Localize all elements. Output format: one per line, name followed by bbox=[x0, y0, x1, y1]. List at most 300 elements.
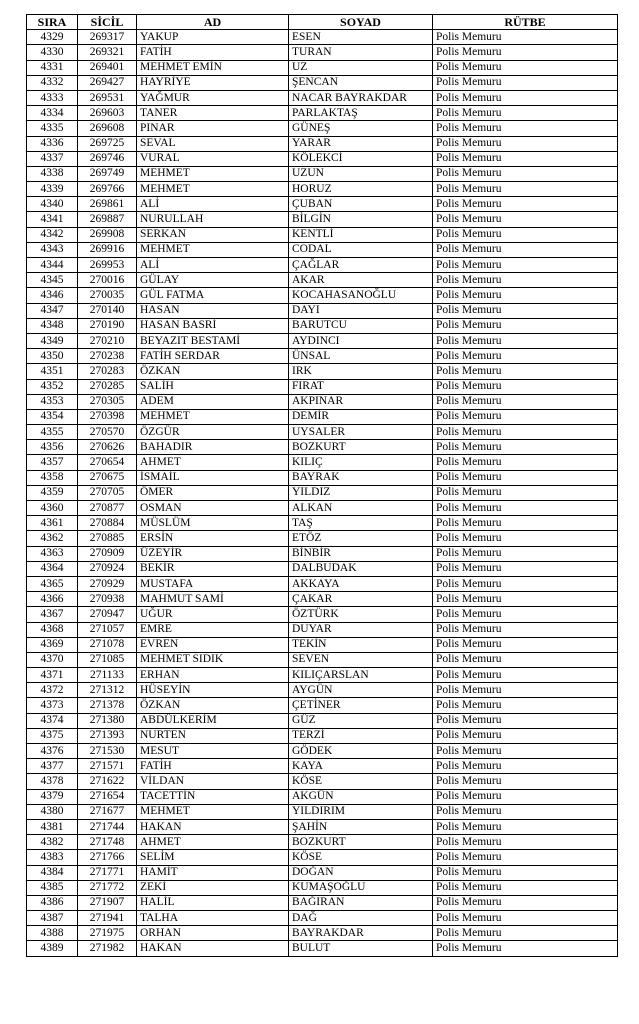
cell-sicil: 271766 bbox=[78, 850, 137, 865]
table-row bbox=[27, 318, 618, 333]
cell-sicil: 270305 bbox=[78, 394, 137, 409]
cell-sicil: 269766 bbox=[78, 182, 137, 197]
cell-ad: MEHMET bbox=[137, 242, 289, 257]
cell-soyad: KÖSE bbox=[289, 774, 433, 789]
table-row bbox=[27, 182, 618, 197]
cell-sira: 4375 bbox=[27, 728, 78, 743]
cell-ad: HAKAN bbox=[137, 819, 289, 834]
cell-ad: YAKUP bbox=[137, 30, 289, 45]
cell-rutbe: Polis Memuru bbox=[433, 30, 618, 45]
cell-ad: MAHMUT SAMİ bbox=[137, 592, 289, 607]
cell-sicil: 269603 bbox=[78, 106, 137, 121]
cell-sicil: 270909 bbox=[78, 546, 137, 561]
cell-sira: 4381 bbox=[27, 819, 78, 834]
cell-soyad: TEKİN bbox=[289, 637, 433, 652]
table-row bbox=[27, 713, 618, 728]
cell-ad: EMRE bbox=[137, 622, 289, 637]
table-body bbox=[27, 30, 618, 956]
cell-ad: HALİL bbox=[137, 895, 289, 910]
cell-soyad: YARAR bbox=[289, 136, 433, 151]
cell-soyad: KILIÇ bbox=[289, 455, 433, 470]
header-rutbe: RÜTBE bbox=[433, 15, 618, 30]
cell-sira: 4354 bbox=[27, 409, 78, 424]
cell-sira: 4337 bbox=[27, 151, 78, 166]
cell-rutbe: Polis Memuru bbox=[433, 151, 618, 166]
table-row bbox=[27, 622, 618, 637]
table-row bbox=[27, 835, 618, 850]
cell-sicil: 270210 bbox=[78, 333, 137, 348]
cell-sira: 4357 bbox=[27, 455, 78, 470]
cell-sicil: 270016 bbox=[78, 273, 137, 288]
cell-sicil: 269887 bbox=[78, 212, 137, 227]
cell-sira: 4351 bbox=[27, 364, 78, 379]
cell-rutbe: Polis Memuru bbox=[433, 440, 618, 455]
cell-sira: 4378 bbox=[27, 774, 78, 789]
cell-sicil: 271312 bbox=[78, 683, 137, 698]
cell-sira: 4341 bbox=[27, 212, 78, 227]
cell-soyad: KILIÇARSLAN bbox=[289, 668, 433, 683]
cell-sicil: 271393 bbox=[78, 728, 137, 743]
header-sira: SIRA bbox=[27, 15, 78, 30]
cell-rutbe: Polis Memuru bbox=[433, 364, 618, 379]
cell-rutbe: Polis Memuru bbox=[433, 546, 618, 561]
table-row bbox=[27, 333, 618, 348]
cell-ad: SEVAL bbox=[137, 136, 289, 151]
table-row bbox=[27, 728, 618, 743]
cell-sira: 4387 bbox=[27, 911, 78, 926]
cell-ad: ÖZKAN bbox=[137, 364, 289, 379]
cell-ad: FATİH SERDAR bbox=[137, 349, 289, 364]
cell-soyad: AKGÜN bbox=[289, 789, 433, 804]
cell-sira: 4376 bbox=[27, 744, 78, 759]
cell-rutbe: Polis Memuru bbox=[433, 166, 618, 181]
cell-sira: 4350 bbox=[27, 349, 78, 364]
header-sicil: SİCİL bbox=[78, 15, 137, 30]
cell-sira: 4333 bbox=[27, 90, 78, 105]
cell-soyad: ŞENCAN bbox=[289, 75, 433, 90]
cell-soyad: DAYI bbox=[289, 303, 433, 318]
cell-sira: 4359 bbox=[27, 485, 78, 500]
table-row bbox=[27, 197, 618, 212]
cell-soyad: BULUT bbox=[289, 941, 433, 956]
cell-sicil: 271677 bbox=[78, 804, 137, 819]
cell-soyad: BAYRAKDAR bbox=[289, 926, 433, 941]
cell-ad: HASAN BASRİ bbox=[137, 318, 289, 333]
cell-sira: 4363 bbox=[27, 546, 78, 561]
cell-sicil: 271654 bbox=[78, 789, 137, 804]
cell-rutbe: Polis Memuru bbox=[433, 273, 618, 288]
cell-soyad: NACAR BAYRAKDAR bbox=[289, 90, 433, 105]
cell-ad: OSMAN bbox=[137, 501, 289, 516]
cell-sira: 4329 bbox=[27, 30, 78, 45]
table-row bbox=[27, 409, 618, 424]
cell-rutbe: Polis Memuru bbox=[433, 835, 618, 850]
cell-rutbe: Polis Memuru bbox=[433, 45, 618, 60]
cell-sicil: 271133 bbox=[78, 668, 137, 683]
cell-sira: 4386 bbox=[27, 895, 78, 910]
cell-sicil: 271907 bbox=[78, 895, 137, 910]
table-row bbox=[27, 531, 618, 546]
cell-rutbe: Polis Memuru bbox=[433, 470, 618, 485]
cell-sicil: 271748 bbox=[78, 835, 137, 850]
cell-rutbe: Polis Memuru bbox=[433, 713, 618, 728]
cell-sira: 4382 bbox=[27, 835, 78, 850]
cell-rutbe: Polis Memuru bbox=[433, 501, 618, 516]
table-row bbox=[27, 45, 618, 60]
cell-ad: HAYRİYE bbox=[137, 75, 289, 90]
cell-sicil: 269321 bbox=[78, 45, 137, 60]
cell-rutbe: Polis Memuru bbox=[433, 744, 618, 759]
table-row bbox=[27, 470, 618, 485]
table-row bbox=[27, 941, 618, 956]
cell-ad: VURAL bbox=[137, 151, 289, 166]
cell-soyad: GÜNEŞ bbox=[289, 121, 433, 136]
cell-sicil: 269908 bbox=[78, 227, 137, 242]
cell-ad: ERHAN bbox=[137, 668, 289, 683]
cell-soyad: KÖSE bbox=[289, 850, 433, 865]
table-row bbox=[27, 273, 618, 288]
cell-sira: 4370 bbox=[27, 652, 78, 667]
cell-rutbe: Polis Memuru bbox=[433, 60, 618, 75]
table-row bbox=[27, 455, 618, 470]
cell-soyad: BİLGİN bbox=[289, 212, 433, 227]
cell-ad: SELİM bbox=[137, 850, 289, 865]
cell-soyad: TURAN bbox=[289, 45, 433, 60]
table-row bbox=[27, 607, 618, 622]
cell-rutbe: Polis Memuru bbox=[433, 622, 618, 637]
cell-ad: BAHADIR bbox=[137, 440, 289, 455]
cell-sicil: 270675 bbox=[78, 470, 137, 485]
table-row bbox=[27, 501, 618, 516]
cell-soyad: ÜNSAL bbox=[289, 349, 433, 364]
cell-ad: MEHMET SIDIK bbox=[137, 652, 289, 667]
cell-sira: 4362 bbox=[27, 531, 78, 546]
table-row bbox=[27, 850, 618, 865]
cell-sicil: 270947 bbox=[78, 607, 137, 622]
cell-rutbe: Polis Memuru bbox=[433, 485, 618, 500]
table-row bbox=[27, 561, 618, 576]
cell-rutbe: Polis Memuru bbox=[433, 941, 618, 956]
table-row bbox=[27, 774, 618, 789]
cell-ad: EVREN bbox=[137, 637, 289, 652]
cell-soyad: DEMİR bbox=[289, 409, 433, 424]
cell-ad: NURULLAH bbox=[137, 212, 289, 227]
cell-sira: 4361 bbox=[27, 516, 78, 531]
cell-rutbe: Polis Memuru bbox=[433, 850, 618, 865]
cell-rutbe: Polis Memuru bbox=[433, 911, 618, 926]
cell-ad: MÜSLÜM bbox=[137, 516, 289, 531]
cell-rutbe: Polis Memuru bbox=[433, 333, 618, 348]
cell-rutbe: Polis Memuru bbox=[433, 349, 618, 364]
cell-soyad: ESEN bbox=[289, 30, 433, 45]
cell-ad: TACETTİN bbox=[137, 789, 289, 804]
cell-ad: GÜLAY bbox=[137, 273, 289, 288]
cell-rutbe: Polis Memuru bbox=[433, 90, 618, 105]
cell-sicil: 269725 bbox=[78, 136, 137, 151]
cell-sira: 4384 bbox=[27, 865, 78, 880]
cell-ad: ALİ bbox=[137, 197, 289, 212]
cell-sicil: 270140 bbox=[78, 303, 137, 318]
cell-rutbe: Polis Memuru bbox=[433, 394, 618, 409]
cell-rutbe: Polis Memuru bbox=[433, 880, 618, 895]
cell-soyad: AKAR bbox=[289, 273, 433, 288]
cell-rutbe: Polis Memuru bbox=[433, 592, 618, 607]
cell-soyad: UZUN bbox=[289, 166, 433, 181]
cell-ad: MEHMET EMİN bbox=[137, 60, 289, 75]
cell-sicil: 270283 bbox=[78, 364, 137, 379]
table-row bbox=[27, 151, 618, 166]
cell-ad: HAMİT bbox=[137, 865, 289, 880]
cell-ad: NURTEN bbox=[137, 728, 289, 743]
cell-soyad: BARUTCU bbox=[289, 318, 433, 333]
table-row bbox=[27, 880, 618, 895]
cell-sira: 4334 bbox=[27, 106, 78, 121]
cell-sira: 4389 bbox=[27, 941, 78, 956]
cell-sira: 4377 bbox=[27, 759, 78, 774]
cell-ad: AHMET bbox=[137, 835, 289, 850]
table-row bbox=[27, 106, 618, 121]
cell-sicil: 270929 bbox=[78, 576, 137, 591]
table-row bbox=[27, 819, 618, 834]
cell-rutbe: Polis Memuru bbox=[433, 774, 618, 789]
cell-ad: UĞUR bbox=[137, 607, 289, 622]
table-row bbox=[27, 166, 618, 181]
cell-sicil: 269953 bbox=[78, 258, 137, 273]
personnel-table bbox=[26, 14, 618, 957]
cell-sicil: 270654 bbox=[78, 455, 137, 470]
table-row bbox=[27, 379, 618, 394]
cell-soyad: HORUZ bbox=[289, 182, 433, 197]
cell-rutbe: Polis Memuru bbox=[433, 531, 618, 546]
cell-ad: ÖZGÜR bbox=[137, 425, 289, 440]
cell-sira: 4356 bbox=[27, 440, 78, 455]
cell-sira: 4379 bbox=[27, 789, 78, 804]
cell-rutbe: Polis Memuru bbox=[433, 759, 618, 774]
header-ad: AD bbox=[137, 15, 289, 30]
cell-sicil: 270398 bbox=[78, 409, 137, 424]
cell-rutbe: Polis Memuru bbox=[433, 895, 618, 910]
cell-rutbe: Polis Memuru bbox=[433, 516, 618, 531]
cell-ad: ADEM bbox=[137, 394, 289, 409]
cell-soyad: ÇETİNER bbox=[289, 698, 433, 713]
cell-sira: 4366 bbox=[27, 592, 78, 607]
cell-soyad: UZ bbox=[289, 60, 433, 75]
cell-soyad: KUMAŞOĞLU bbox=[289, 880, 433, 895]
cell-rutbe: Polis Memuru bbox=[433, 182, 618, 197]
cell-rutbe: Polis Memuru bbox=[433, 409, 618, 424]
cell-ad: PINAR bbox=[137, 121, 289, 136]
table-row bbox=[27, 425, 618, 440]
table-row bbox=[27, 60, 618, 75]
cell-ad: MEHMET bbox=[137, 166, 289, 181]
cell-rutbe: Polis Memuru bbox=[433, 425, 618, 440]
table-row bbox=[27, 440, 618, 455]
cell-sira: 4339 bbox=[27, 182, 78, 197]
cell-rutbe: Polis Memuru bbox=[433, 926, 618, 941]
table-row bbox=[27, 652, 618, 667]
table-row bbox=[27, 744, 618, 759]
cell-rutbe: Polis Memuru bbox=[433, 789, 618, 804]
cell-ad: HÜSEYİN bbox=[137, 683, 289, 698]
cell-soyad: ŞAHİN bbox=[289, 819, 433, 834]
cell-soyad: FIRAT bbox=[289, 379, 433, 394]
cell-rutbe: Polis Memuru bbox=[433, 865, 618, 880]
cell-sira: 4368 bbox=[27, 622, 78, 637]
cell-soyad: BAĞIRAN bbox=[289, 895, 433, 910]
table-row bbox=[27, 759, 618, 774]
cell-sira: 4388 bbox=[27, 926, 78, 941]
cell-ad: TANER bbox=[137, 106, 289, 121]
cell-sira: 4332 bbox=[27, 75, 78, 90]
cell-sira: 4369 bbox=[27, 637, 78, 652]
cell-sicil: 271622 bbox=[78, 774, 137, 789]
table-row bbox=[27, 90, 618, 105]
table-row bbox=[27, 227, 618, 242]
cell-sicil: 270885 bbox=[78, 531, 137, 546]
cell-sicil: 271771 bbox=[78, 865, 137, 880]
cell-ad: MEHMET bbox=[137, 409, 289, 424]
cell-sicil: 269427 bbox=[78, 75, 137, 90]
cell-soyad: UYSALER bbox=[289, 425, 433, 440]
cell-ad: ORHAN bbox=[137, 926, 289, 941]
cell-ad: MESUT bbox=[137, 744, 289, 759]
cell-sira: 4335 bbox=[27, 121, 78, 136]
cell-sira: 4371 bbox=[27, 668, 78, 683]
cell-ad: HAKAN bbox=[137, 941, 289, 956]
cell-rutbe: Polis Memuru bbox=[433, 379, 618, 394]
cell-sicil: 271571 bbox=[78, 759, 137, 774]
cell-ad: SERKAN bbox=[137, 227, 289, 242]
cell-soyad: TAŞ bbox=[289, 516, 433, 531]
cell-sicil: 270570 bbox=[78, 425, 137, 440]
cell-ad: AHMET bbox=[137, 455, 289, 470]
cell-sicil: 271530 bbox=[78, 744, 137, 759]
cell-soyad: AYDINCI bbox=[289, 333, 433, 348]
cell-ad: VİLDAN bbox=[137, 774, 289, 789]
cell-soyad: BİNBİR bbox=[289, 546, 433, 561]
cell-sicil: 270626 bbox=[78, 440, 137, 455]
cell-sicil: 269608 bbox=[78, 121, 137, 136]
cell-sicil: 269317 bbox=[78, 30, 137, 45]
table-row bbox=[27, 546, 618, 561]
cell-sira: 4347 bbox=[27, 303, 78, 318]
cell-soyad: DAĞ bbox=[289, 911, 433, 926]
cell-rutbe: Polis Memuru bbox=[433, 804, 618, 819]
cell-sicil: 270884 bbox=[78, 516, 137, 531]
cell-rutbe: Polis Memuru bbox=[433, 668, 618, 683]
cell-rutbe: Polis Memuru bbox=[433, 819, 618, 834]
table-row bbox=[27, 911, 618, 926]
cell-soyad: AKPINAR bbox=[289, 394, 433, 409]
cell-rutbe: Polis Memuru bbox=[433, 683, 618, 698]
table-row bbox=[27, 303, 618, 318]
cell-ad: BEKİR bbox=[137, 561, 289, 576]
cell-sira: 4367 bbox=[27, 607, 78, 622]
cell-soyad: DALBUDAK bbox=[289, 561, 433, 576]
cell-sira: 4344 bbox=[27, 258, 78, 273]
cell-ad: TALHA bbox=[137, 911, 289, 926]
cell-ad: ÖMER bbox=[137, 485, 289, 500]
table-row bbox=[27, 485, 618, 500]
cell-soyad: BOZKURT bbox=[289, 440, 433, 455]
cell-ad: ZEKİ bbox=[137, 880, 289, 895]
cell-soyad: GÖDEK bbox=[289, 744, 433, 759]
table-row bbox=[27, 592, 618, 607]
cell-rutbe: Polis Memuru bbox=[433, 288, 618, 303]
header-soyad: SOYAD bbox=[289, 15, 433, 30]
cell-ad: FATİH bbox=[137, 759, 289, 774]
cell-sicil: 269401 bbox=[78, 60, 137, 75]
cell-soyad: BOZKURT bbox=[289, 835, 433, 850]
table-row bbox=[27, 121, 618, 136]
cell-soyad: KOCAHASANOĞLU bbox=[289, 288, 433, 303]
cell-rutbe: Polis Memuru bbox=[433, 576, 618, 591]
cell-soyad: YILDIRIM bbox=[289, 804, 433, 819]
table-row bbox=[27, 75, 618, 90]
cell-sicil: 269861 bbox=[78, 197, 137, 212]
cell-sira: 4360 bbox=[27, 501, 78, 516]
cell-sicil: 270035 bbox=[78, 288, 137, 303]
table-row bbox=[27, 789, 618, 804]
cell-rutbe: Polis Memuru bbox=[433, 637, 618, 652]
cell-soyad: YILDIZ bbox=[289, 485, 433, 500]
cell-soyad: TERZİ bbox=[289, 728, 433, 743]
cell-ad: ALİ bbox=[137, 258, 289, 273]
cell-sicil: 271744 bbox=[78, 819, 137, 834]
cell-ad: MEHMET bbox=[137, 804, 289, 819]
cell-ad: MEHMET bbox=[137, 182, 289, 197]
cell-ad: YAĞMUR bbox=[137, 90, 289, 105]
cell-sicil: 271085 bbox=[78, 652, 137, 667]
cell-sicil: 271378 bbox=[78, 698, 137, 713]
cell-rutbe: Polis Memuru bbox=[433, 106, 618, 121]
table-row bbox=[27, 394, 618, 409]
cell-rutbe: Polis Memuru bbox=[433, 227, 618, 242]
cell-sicil: 271380 bbox=[78, 713, 137, 728]
table-row bbox=[27, 804, 618, 819]
cell-soyad: BAYRAK bbox=[289, 470, 433, 485]
cell-rutbe: Polis Memuru bbox=[433, 303, 618, 318]
cell-rutbe: Polis Memuru bbox=[433, 698, 618, 713]
cell-sicil: 269916 bbox=[78, 242, 137, 257]
cell-sira: 4346 bbox=[27, 288, 78, 303]
cell-sicil: 270238 bbox=[78, 349, 137, 364]
cell-soyad: KAYA bbox=[289, 759, 433, 774]
cell-sicil: 269531 bbox=[78, 90, 137, 105]
cell-rutbe: Polis Memuru bbox=[433, 728, 618, 743]
cell-rutbe: Polis Memuru bbox=[433, 652, 618, 667]
cell-sira: 4374 bbox=[27, 713, 78, 728]
table-row bbox=[27, 242, 618, 257]
cell-sira: 4365 bbox=[27, 576, 78, 591]
table-row bbox=[27, 637, 618, 652]
cell-soyad: ÖZTÜRK bbox=[289, 607, 433, 622]
cell-sira: 4352 bbox=[27, 379, 78, 394]
table-row bbox=[27, 516, 618, 531]
cell-soyad: ÇAĞLAR bbox=[289, 258, 433, 273]
cell-sira: 4340 bbox=[27, 197, 78, 212]
cell-sira: 4385 bbox=[27, 880, 78, 895]
cell-rutbe: Polis Memuru bbox=[433, 607, 618, 622]
cell-sicil: 271772 bbox=[78, 880, 137, 895]
cell-sira: 4338 bbox=[27, 166, 78, 181]
cell-sicil: 270877 bbox=[78, 501, 137, 516]
cell-sicil: 271941 bbox=[78, 911, 137, 926]
cell-rutbe: Polis Memuru bbox=[433, 121, 618, 136]
table-row bbox=[27, 30, 618, 45]
cell-sicil: 269749 bbox=[78, 166, 137, 181]
table-row bbox=[27, 258, 618, 273]
